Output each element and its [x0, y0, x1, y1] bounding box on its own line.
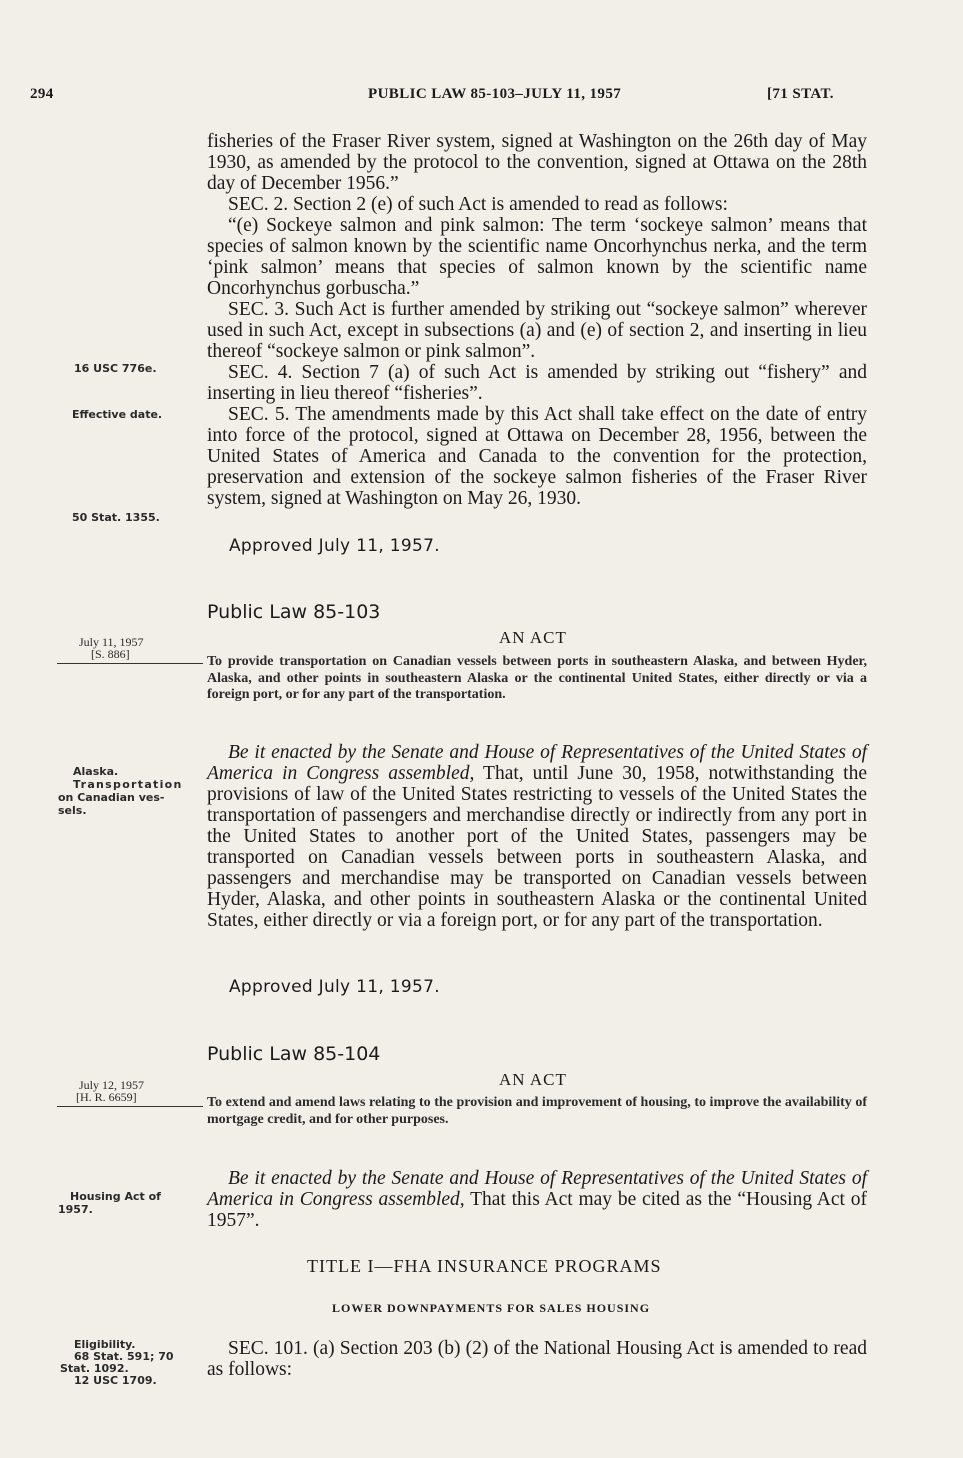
margin-note-canadian-vessels: on Canadian ves-	[58, 791, 165, 804]
section-4: SEC. 4. Section 7 (a) of such Act is amended by striking out “fishery” and inserting in lieu thereof “fisheries”.	[207, 362, 867, 404]
approval-line: Approved July 11, 1957.	[229, 536, 440, 556]
subheading: LOWER DOWNPAYMENTS FOR SALES HOUSING	[332, 1301, 651, 1315]
approval-line: Approved July 11, 1957.	[229, 977, 440, 997]
statute-reference: [71 STAT.	[767, 86, 834, 102]
continued-section	[207, 131, 867, 509]
section-101-text: SEC. 101. (a) Section 203 (b) (2) of the National Housing Act is amended to read as follows:	[207, 1338, 867, 1380]
enacting-clause: Be it enacted by the Senate and House of Representatives of the United States of America in Congress assembled,	[207, 1168, 867, 1210]
enacting-text: That, until June 30, 1958, notwithstanding the provisions of law of the United States restricting to vessels of the United States the transportation of passengers and merchandise directly or indirectly from any port in the United States to another port of the United States, passengers may be transported on Canadian vessels between ports in southeastern Alaska, and passengers and merchandise may be transported on Canadian vessels between Hyder, Alaska, and other points in southeastern Alaska or the continental United States, either directly or via a foreign port, or for any part of the transportation.	[207, 763, 867, 931]
margin-note-pl104-date: July 12, 1957	[79, 1078, 145, 1092]
section-5: SEC. 5. The amendments made by this Act shall take effect on the date of entry into force of the protocol, signed at Ottawa on December 28, 1956, between the United States of America and Canada to the convention for the protection, preservation and extension of the sockeye salmon fisheries of the Fraser River system, signed at Washington on May 26, 1930.	[207, 404, 867, 509]
running-title: PUBLIC LAW 85-103–JULY 11, 1957	[368, 86, 622, 102]
act-summary: To provide transportation on Canadian vessels between ports in southeastern Alaska, and between Hyder, Alaska, and other points in southeastern Alaska or the continental United States, either directly or via a foreign port, or for any part of the transportation.	[207, 654, 867, 702]
margin-note-stat-591: 68 Stat. 591; 70	[74, 1350, 174, 1363]
page-number: 294	[30, 86, 54, 102]
section-3: SEC. 3. Such Act is further amended by striking out “sockeye salmon” wherever used in such Act, except in subsections (a) and (e) of section 2, and inserting in lieu thereof “sockeye salmon or pink salmon”.	[207, 299, 867, 362]
margin-note-stat-1092: Stat. 1092.	[60, 1362, 129, 1375]
margin-note-alaska: Alaska.	[73, 765, 119, 778]
act-label: AN ACT	[499, 1070, 567, 1089]
margin-note-transportation: Transportation	[73, 778, 183, 791]
law-title: Public Law 85-104	[207, 1043, 381, 1065]
section-101	[207, 1338, 867, 1380]
title-heading: TITLE I—FHA INSURANCE PROGRAMS	[307, 1256, 662, 1276]
margin-note-stat: 50 Stat. 1355.	[72, 511, 160, 524]
act-summary: To extend and amend laws relating to the provision and improvement of housing, to improve the availability of mortgage credit, and for other purposes.	[207, 1095, 867, 1127]
act-label: AN ACT	[499, 628, 567, 647]
margin-note-pl104-bill: [H. R. 6659]	[76, 1090, 137, 1104]
margin-rule	[57, 1106, 203, 1107]
enacting-section	[207, 742, 867, 931]
margin-note-sels: sels.	[58, 804, 87, 817]
margin-note-housing-act: Housing Act of	[70, 1190, 161, 1203]
law-title: Public Law 85-103	[207, 601, 381, 623]
margin-rule	[57, 663, 203, 664]
margin-note-usc-1709: 12 USC 1709.	[74, 1374, 157, 1387]
margin-note-pl103-bill: [S. 886]	[91, 647, 130, 661]
paragraph: fisheries of the Fraser River system, signed at Washington on the 26th day of May 1930, as amended by the protocol to the convention, signed at Ottawa on the 28th day of December 1956.”	[207, 131, 867, 194]
section-2: SEC. 2. Section 2 (e) of such Act is amended to read as follows:	[228, 194, 728, 215]
margin-note-housing-year: 1957.	[58, 1203, 93, 1216]
enacting-section	[207, 1168, 867, 1231]
enacting-text: That this Act may be cited as the “Housing Act of 1957”.	[207, 1189, 867, 1231]
margin-note-effective-date: Effective date.	[72, 408, 163, 421]
margin-note-eligibility: Eligibility.	[74, 1338, 136, 1351]
section-2-text: “(e) Sockeye salmon and pink salmon: The term ‘sockeye salmon’ means that species of salmon known by the scientific name Oncorhynchus nerka, and the term ‘pink salmon’ means that species of salmon known by the scientific name Oncorhynchus gorbuscha.”	[207, 215, 867, 299]
enacting-clause: Be it enacted by the Senate and House of Representatives of the United States of America in Congress assembled,	[207, 742, 867, 784]
margin-note-usc: 16 USC 776e.	[74, 362, 157, 375]
margin-note-pl103-date: July 11, 1957	[79, 635, 144, 649]
